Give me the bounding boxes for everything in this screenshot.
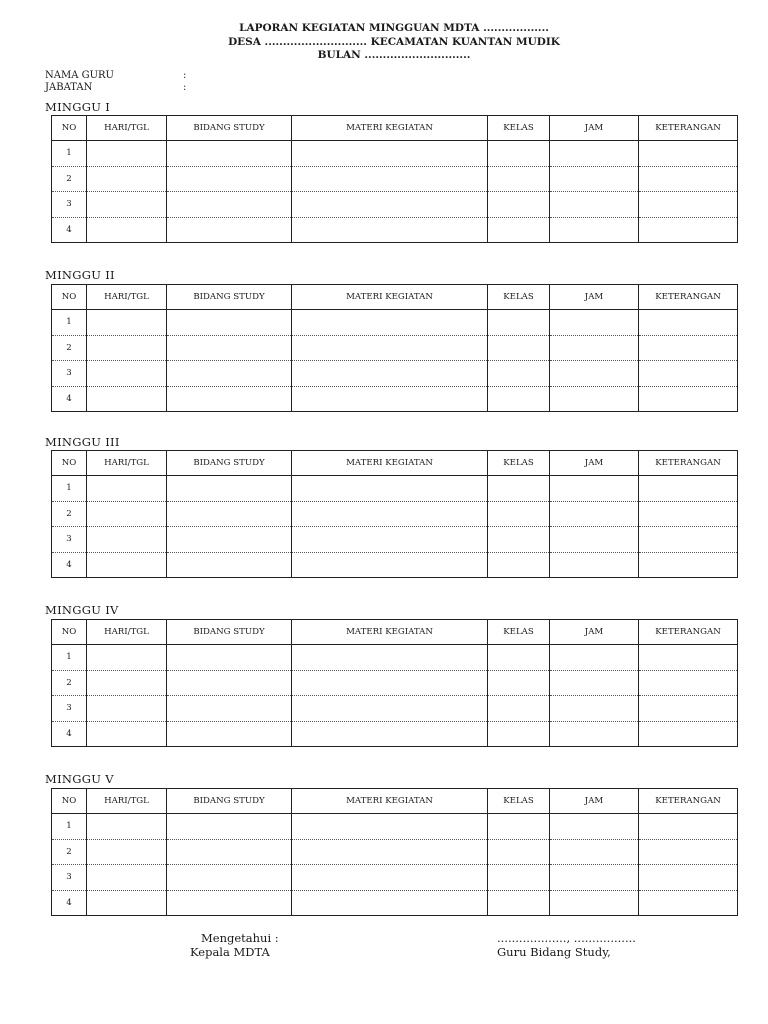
column-header: KELAS bbox=[488, 116, 550, 141]
empty-cell[interactable] bbox=[167, 217, 292, 243]
empty-cell[interactable] bbox=[167, 192, 292, 218]
table-row bbox=[52, 670, 738, 696]
empty-cell[interactable] bbox=[167, 645, 292, 671]
row-number: 4 bbox=[52, 552, 87, 578]
empty-cell[interactable] bbox=[167, 552, 292, 578]
empty-cell[interactable] bbox=[639, 670, 738, 696]
empty-cell[interactable] bbox=[167, 335, 292, 361]
nama-guru-separator: : bbox=[183, 70, 187, 81]
row-number: 2 bbox=[52, 839, 87, 865]
empty-cell[interactable] bbox=[488, 839, 550, 865]
column-header: NO bbox=[52, 789, 87, 814]
empty-cell[interactable] bbox=[550, 217, 639, 243]
column-header: NO bbox=[52, 116, 87, 141]
empty-cell[interactable] bbox=[87, 217, 167, 243]
empty-cell[interactable] bbox=[550, 645, 639, 671]
empty-cell[interactable] bbox=[292, 865, 488, 891]
empty-cell[interactable] bbox=[639, 335, 738, 361]
week-label: MINGGU V bbox=[45, 772, 114, 786]
empty-cell[interactable] bbox=[87, 192, 167, 218]
empty-cell[interactable] bbox=[167, 476, 292, 502]
table-row bbox=[52, 645, 738, 671]
report-month: BULAN ............................. bbox=[317, 49, 471, 61]
column-header: JAM bbox=[550, 285, 639, 310]
empty-cell[interactable] bbox=[292, 192, 488, 218]
empty-cell[interactable] bbox=[550, 192, 639, 218]
empty-cell[interactable] bbox=[87, 670, 167, 696]
column-header: MATERI KEGIATAN bbox=[292, 116, 488, 141]
empty-cell[interactable] bbox=[292, 310, 488, 336]
signature-right bbox=[497, 931, 636, 959]
row-number: 1 bbox=[52, 310, 87, 336]
table-row bbox=[52, 192, 738, 218]
kepala-mdta-label: Kepala MDTA bbox=[190, 945, 270, 959]
table-header-row bbox=[52, 285, 738, 310]
empty-cell[interactable] bbox=[488, 890, 550, 916]
column-header: HARI/TGL bbox=[87, 789, 167, 814]
column-header: HARI/TGL bbox=[87, 116, 167, 141]
empty-cell[interactable] bbox=[167, 310, 292, 336]
row-number: 3 bbox=[52, 361, 87, 387]
empty-cell[interactable] bbox=[87, 865, 167, 891]
empty-cell[interactable] bbox=[488, 217, 550, 243]
empty-cell[interactable] bbox=[87, 552, 167, 578]
empty-cell[interactable] bbox=[639, 865, 738, 891]
empty-cell[interactable] bbox=[167, 865, 292, 891]
jabatan-row bbox=[45, 82, 186, 94]
empty-cell[interactable] bbox=[167, 696, 292, 722]
empty-cell[interactable] bbox=[488, 335, 550, 361]
column-header: NO bbox=[52, 451, 87, 476]
column-header: KETERANGAN bbox=[639, 116, 738, 141]
row-number: 2 bbox=[52, 501, 87, 527]
report-village-district: DESA ............................ KECAMATAN KUANTAN MUDIK bbox=[228, 35, 560, 48]
column-header: KETERANGAN bbox=[639, 285, 738, 310]
table-row bbox=[52, 217, 738, 243]
empty-cell[interactable] bbox=[639, 166, 738, 192]
week-label: MINGGU I bbox=[45, 100, 111, 114]
empty-cell[interactable] bbox=[550, 670, 639, 696]
column-header: HARI/TGL bbox=[87, 451, 167, 476]
empty-cell[interactable] bbox=[292, 501, 488, 527]
row-number: 1 bbox=[52, 476, 87, 502]
week-table bbox=[51, 619, 738, 747]
empty-cell[interactable] bbox=[639, 552, 738, 578]
empty-cell[interactable] bbox=[550, 721, 639, 747]
table-row bbox=[52, 865, 738, 891]
empty-cell[interactable] bbox=[488, 721, 550, 747]
guru-bidang-study-label: Guru Bidang Study, bbox=[497, 945, 611, 959]
empty-cell[interactable] bbox=[550, 865, 639, 891]
empty-cell[interactable] bbox=[167, 166, 292, 192]
empty-cell[interactable] bbox=[292, 217, 488, 243]
week-label: MINGGU IV bbox=[45, 603, 119, 617]
empty-cell[interactable] bbox=[87, 386, 167, 412]
empty-cell[interactable] bbox=[550, 839, 639, 865]
empty-cell[interactable] bbox=[639, 361, 738, 387]
row-number: 2 bbox=[52, 335, 87, 361]
column-header: BIDANG STUDY bbox=[167, 116, 292, 141]
empty-cell[interactable] bbox=[292, 670, 488, 696]
row-number: 2 bbox=[52, 670, 87, 696]
column-header: BIDANG STUDY bbox=[167, 285, 292, 310]
place-date-line: ..................., ................. bbox=[497, 931, 636, 945]
row-number: 1 bbox=[52, 645, 87, 671]
report-title: LAPORAN KEGIATAN MINGGUAN MDTA .................. bbox=[239, 22, 549, 34]
empty-cell[interactable] bbox=[639, 310, 738, 336]
empty-cell[interactable] bbox=[488, 527, 550, 553]
row-number: 3 bbox=[52, 865, 87, 891]
table-row bbox=[52, 141, 738, 167]
empty-cell[interactable] bbox=[639, 721, 738, 747]
table-row bbox=[52, 166, 738, 192]
empty-cell[interactable] bbox=[639, 192, 738, 218]
empty-cell[interactable] bbox=[87, 335, 167, 361]
empty-cell[interactable] bbox=[639, 890, 738, 916]
empty-cell[interactable] bbox=[167, 501, 292, 527]
empty-cell[interactable] bbox=[488, 476, 550, 502]
empty-cell[interactable] bbox=[488, 501, 550, 527]
empty-cell[interactable] bbox=[639, 527, 738, 553]
row-number: 1 bbox=[52, 814, 87, 840]
empty-cell[interactable] bbox=[488, 670, 550, 696]
column-header: NO bbox=[52, 620, 87, 645]
empty-cell[interactable] bbox=[292, 696, 488, 722]
empty-cell[interactable] bbox=[550, 527, 639, 553]
empty-cell[interactable] bbox=[488, 865, 550, 891]
empty-cell[interactable] bbox=[488, 814, 550, 840]
table-row bbox=[52, 310, 738, 336]
column-header: JAM bbox=[550, 116, 639, 141]
week-table bbox=[51, 115, 738, 243]
week-table bbox=[51, 788, 738, 916]
column-header: BIDANG STUDY bbox=[167, 789, 292, 814]
column-header: KETERANGAN bbox=[639, 451, 738, 476]
empty-cell[interactable] bbox=[550, 890, 639, 916]
empty-cell[interactable] bbox=[550, 552, 639, 578]
empty-cell[interactable] bbox=[87, 696, 167, 722]
mengetahui-label: Mengetahui : bbox=[201, 931, 279, 945]
empty-cell[interactable] bbox=[167, 721, 292, 747]
column-header: BIDANG STUDY bbox=[167, 451, 292, 476]
empty-cell[interactable] bbox=[550, 310, 639, 336]
empty-cell[interactable] bbox=[550, 476, 639, 502]
table-row bbox=[52, 476, 738, 502]
jabatan-separator: : bbox=[183, 82, 187, 93]
empty-cell[interactable] bbox=[639, 476, 738, 502]
week-label: MINGGU III bbox=[45, 435, 120, 449]
empty-cell[interactable] bbox=[87, 361, 167, 387]
empty-cell[interactable] bbox=[87, 721, 167, 747]
table-row bbox=[52, 552, 738, 578]
empty-cell[interactable] bbox=[292, 552, 488, 578]
empty-cell[interactable] bbox=[639, 645, 738, 671]
empty-cell[interactable] bbox=[550, 814, 639, 840]
row-number: 2 bbox=[52, 166, 87, 192]
report-header bbox=[0, 22, 768, 63]
table-row bbox=[52, 721, 738, 747]
column-header: KELAS bbox=[488, 451, 550, 476]
empty-cell[interactable] bbox=[488, 386, 550, 412]
empty-cell[interactable] bbox=[87, 141, 167, 167]
table-row bbox=[52, 335, 738, 361]
column-header: KETERANGAN bbox=[639, 789, 738, 814]
empty-cell[interactable] bbox=[87, 501, 167, 527]
table-row bbox=[52, 696, 738, 722]
table-header-row bbox=[52, 620, 738, 645]
row-number: 3 bbox=[52, 192, 87, 218]
empty-cell[interactable] bbox=[292, 361, 488, 387]
empty-cell[interactable] bbox=[292, 839, 488, 865]
row-number: 1 bbox=[52, 141, 87, 167]
row-number: 4 bbox=[52, 386, 87, 412]
row-number: 4 bbox=[52, 721, 87, 747]
row-number: 4 bbox=[52, 890, 87, 916]
empty-cell[interactable] bbox=[167, 141, 292, 167]
jabatan-label: JABATAN bbox=[45, 82, 93, 93]
empty-cell[interactable] bbox=[87, 645, 167, 671]
empty-cell[interactable] bbox=[550, 361, 639, 387]
empty-cell[interactable] bbox=[488, 166, 550, 192]
column-header: MATERI KEGIATAN bbox=[292, 285, 488, 310]
empty-cell[interactable] bbox=[550, 335, 639, 361]
table-row bbox=[52, 839, 738, 865]
column-header: NO bbox=[52, 285, 87, 310]
empty-cell[interactable] bbox=[87, 890, 167, 916]
empty-cell[interactable] bbox=[87, 476, 167, 502]
empty-cell[interactable] bbox=[550, 141, 639, 167]
table-row bbox=[52, 361, 738, 387]
empty-cell[interactable] bbox=[488, 552, 550, 578]
column-header: JAM bbox=[550, 620, 639, 645]
empty-cell[interactable] bbox=[488, 696, 550, 722]
empty-cell[interactable] bbox=[550, 166, 639, 192]
empty-cell[interactable] bbox=[87, 527, 167, 553]
column-header: MATERI KEGIATAN bbox=[292, 451, 488, 476]
empty-cell[interactable] bbox=[87, 166, 167, 192]
empty-cell[interactable] bbox=[292, 814, 488, 840]
table-header-row bbox=[52, 789, 738, 814]
column-header: KELAS bbox=[488, 285, 550, 310]
empty-cell[interactable] bbox=[292, 166, 488, 192]
table-row bbox=[52, 386, 738, 412]
column-header: JAM bbox=[550, 789, 639, 814]
empty-cell[interactable] bbox=[167, 890, 292, 916]
empty-cell[interactable] bbox=[87, 839, 167, 865]
row-number: 3 bbox=[52, 696, 87, 722]
table-row bbox=[52, 890, 738, 916]
table-row bbox=[52, 501, 738, 527]
empty-cell[interactable] bbox=[639, 501, 738, 527]
table-row bbox=[52, 527, 738, 553]
empty-cell[interactable] bbox=[292, 141, 488, 167]
empty-cell[interactable] bbox=[292, 527, 488, 553]
column-header: HARI/TGL bbox=[87, 285, 167, 310]
empty-cell[interactable] bbox=[292, 335, 488, 361]
empty-cell[interactable] bbox=[639, 814, 738, 840]
empty-cell[interactable] bbox=[639, 141, 738, 167]
empty-cell[interactable] bbox=[292, 645, 488, 671]
empty-cell[interactable] bbox=[488, 192, 550, 218]
table-header-row bbox=[52, 451, 738, 476]
nama-guru-row bbox=[45, 70, 186, 82]
empty-cell[interactable] bbox=[167, 527, 292, 553]
table-header-row bbox=[52, 116, 738, 141]
week-table bbox=[51, 450, 738, 578]
column-header: BIDANG STUDY bbox=[167, 620, 292, 645]
column-header: KELAS bbox=[488, 789, 550, 814]
empty-cell[interactable] bbox=[292, 721, 488, 747]
empty-cell[interactable] bbox=[639, 386, 738, 412]
empty-cell[interactable] bbox=[488, 645, 550, 671]
column-header: KETERANGAN bbox=[639, 620, 738, 645]
week-label: MINGGU II bbox=[45, 268, 115, 282]
empty-cell[interactable] bbox=[639, 839, 738, 865]
empty-cell[interactable] bbox=[292, 890, 488, 916]
empty-cell[interactable] bbox=[292, 386, 488, 412]
row-number: 3 bbox=[52, 527, 87, 553]
column-header: HARI/TGL bbox=[87, 620, 167, 645]
nama-guru-label: NAMA GURU bbox=[45, 70, 114, 81]
column-header: MATERI KEGIATAN bbox=[292, 789, 488, 814]
empty-cell[interactable] bbox=[87, 814, 167, 840]
empty-cell[interactable] bbox=[167, 814, 292, 840]
empty-cell[interactable] bbox=[639, 217, 738, 243]
empty-cell[interactable] bbox=[488, 310, 550, 336]
empty-cell[interactable] bbox=[488, 141, 550, 167]
empty-cell[interactable] bbox=[167, 361, 292, 387]
empty-cell[interactable] bbox=[550, 501, 639, 527]
teacher-info bbox=[45, 70, 186, 94]
column-header: JAM bbox=[550, 451, 639, 476]
week-table bbox=[51, 284, 738, 412]
empty-cell[interactable] bbox=[488, 361, 550, 387]
empty-cell[interactable] bbox=[167, 670, 292, 696]
column-header: MATERI KEGIATAN bbox=[292, 620, 488, 645]
row-number: 4 bbox=[52, 217, 87, 243]
empty-cell[interactable] bbox=[292, 476, 488, 502]
empty-cell[interactable] bbox=[167, 386, 292, 412]
column-header: KELAS bbox=[488, 620, 550, 645]
empty-cell[interactable] bbox=[167, 839, 292, 865]
empty-cell[interactable] bbox=[550, 696, 639, 722]
empty-cell[interactable] bbox=[87, 310, 167, 336]
table-row bbox=[52, 814, 738, 840]
empty-cell[interactable] bbox=[639, 696, 738, 722]
signature-left bbox=[190, 931, 279, 959]
empty-cell[interactable] bbox=[550, 386, 639, 412]
